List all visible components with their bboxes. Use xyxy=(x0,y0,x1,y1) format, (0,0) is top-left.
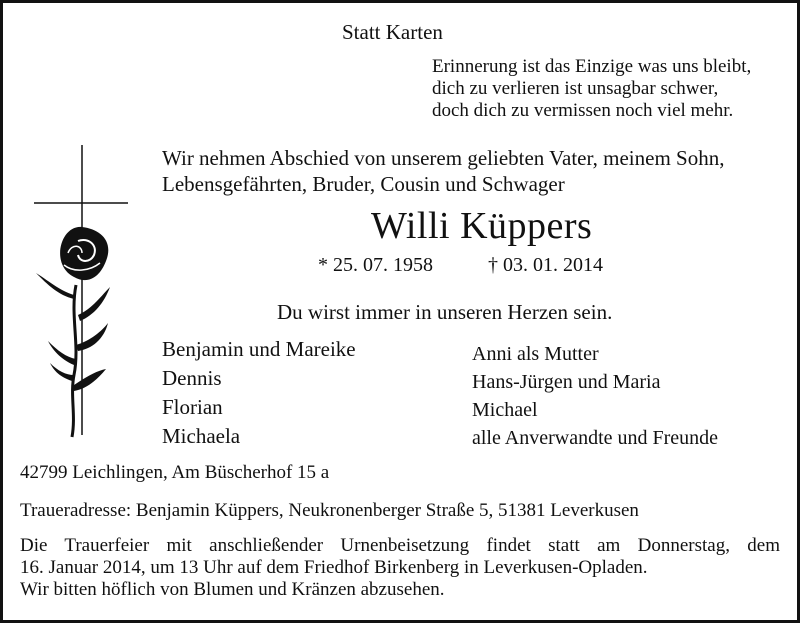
ceremony-line: Die Trauerfeier mit anschließender Urnenbeisetzung findet statt am Donnerstag, dem xyxy=(20,535,780,556)
death-date: † 03. 01. 2014 xyxy=(488,254,603,276)
mourner-name: Florian xyxy=(162,395,223,419)
mourner-name: Anni als Mutter xyxy=(472,343,599,365)
intro-line: Wir nehmen Abschied von unserem geliebten Vater, meinem Sohn, xyxy=(162,146,725,170)
mourning-address: Traueradresse: Benjamin Küppers, Neukronenberger Straße 5, 51381 Leverkusen xyxy=(20,500,639,521)
intro-line: Lebensgefährten, Bruder, Cousin und Schwager xyxy=(162,172,565,196)
mourner-name: Michael xyxy=(472,399,538,421)
quote-line: Erinnerung ist das Einzige was uns bleibt, xyxy=(432,56,752,77)
intro-text xyxy=(162,145,724,197)
ceremony-info xyxy=(20,535,780,601)
mourner-name: Hans-Jürgen und Maria xyxy=(472,371,661,393)
quote-line: doch dich zu vermissen noch viel mehr. xyxy=(432,100,734,121)
mourner-name: Benjamin und Mareike xyxy=(162,337,356,361)
mourners-left xyxy=(162,335,356,451)
deceased-name: Willi Küppers xyxy=(371,205,593,247)
quote-line: dich zu verlieren ist unsagbar schwer, xyxy=(432,78,719,99)
mourners-right xyxy=(472,340,718,452)
header-text: Statt Karten xyxy=(342,20,443,44)
ceremony-line: Wir bitten höflich von Blumen und Kränzen abzusehen. xyxy=(20,579,445,600)
memorial-quote xyxy=(432,56,751,122)
mourner-name: Michaela xyxy=(162,424,241,448)
ceremony-line: 16. Januar 2014, um 13 Uhr auf dem Friedhof Birkenberg in Leverkusen-Opladen. xyxy=(20,557,648,578)
birth-date: * 25. 07. 1958 xyxy=(318,254,433,276)
home-address: 42799 Leichlingen, Am Büscherhof 15 a xyxy=(20,462,330,483)
memorial-motto: Du wirst immer in unseren Herzen sein. xyxy=(277,300,613,324)
cross-rose-icon xyxy=(30,145,140,445)
mourner-name: alle Anverwandte und Freunde xyxy=(472,427,719,449)
mourner-name: Dennis xyxy=(162,366,222,390)
